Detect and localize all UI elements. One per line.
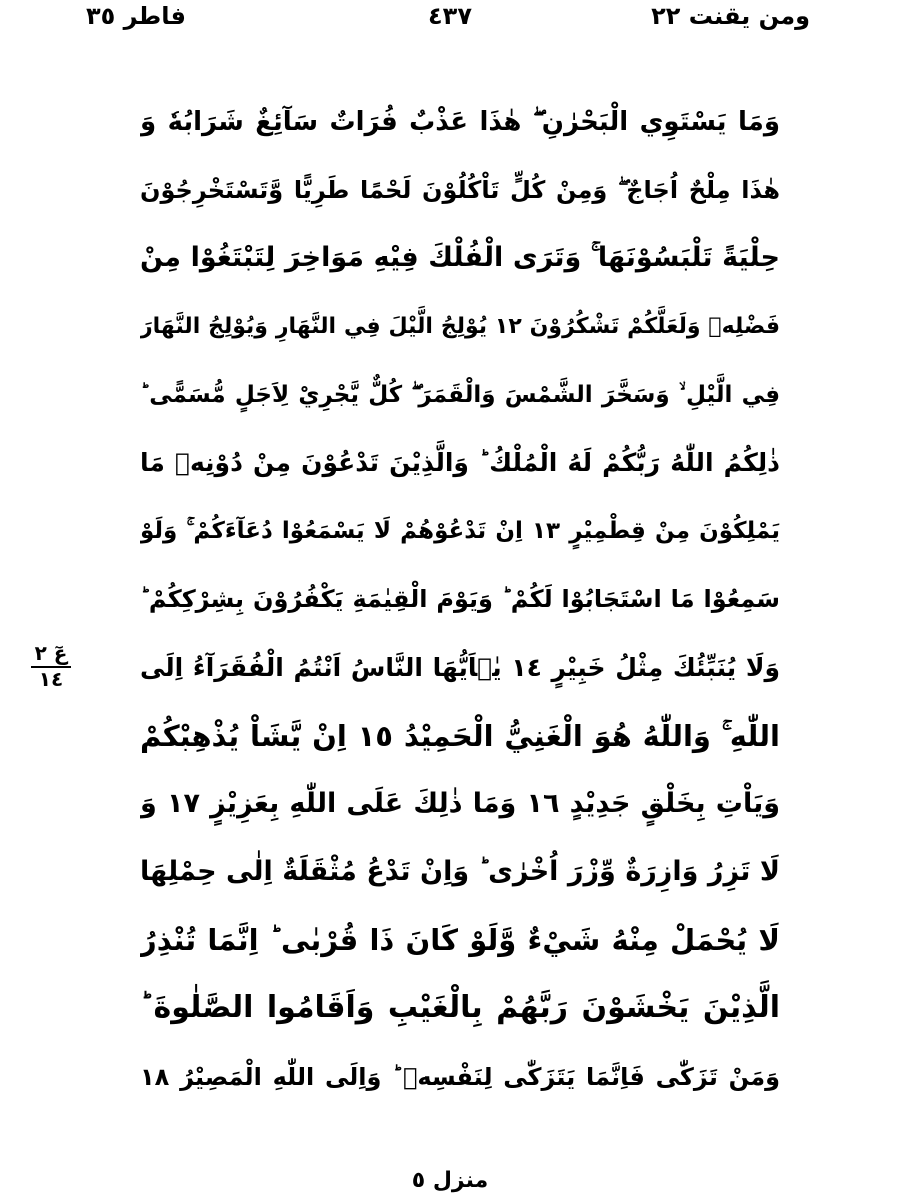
verse-line: لَا تَزِرُ وَازِرَةٌ وِّزْرَ اُخْرٰى ؕ وَاِنْ تَدْعُ مُثْقَلَةٌ اِلٰى حِمْلِهَا xyxy=(140,856,780,888)
juz-title: ومن يقنت ٢٢ xyxy=(651,2,810,30)
verse-line: حِلْيَةً تَلْبَسُوْنَهَا ۚ وَتَرَى الْفُلْكَ فِيْهِ مَوَاخِرَ لِتَبْتَغُوْا مِنْ xyxy=(140,242,780,274)
verse-line: يَمْلِكُوْنَ مِنْ قِطْمِيْرٍ ١٣ اِنْ تَدْعُوْهُمْ لَا يَسْمَعُوْا دُعَآءَكُمْ ۚ وَلَوْ xyxy=(140,518,780,545)
manzil-footer: منزل ٥ xyxy=(411,1168,489,1193)
ruku-marker-top: عٓ ٢ xyxy=(34,641,68,665)
page-header xyxy=(0,0,900,40)
surah-title: فاطر ٣٥ xyxy=(86,2,186,30)
verse-line: وَلَا يُنَبِّئُكَ مِثْلُ خَبِيْرٍ ١٤ يٰۤاَيُّهَا النَّاسُ اَنْتُمُ الْفُقَرَآءُ اِلَى xyxy=(140,652,780,682)
verse-line: اللّٰهِ ۚ وَاللّٰهُ هُوَ الْغَنِيُّ الْحَمِيْدُ ١٥ اِنْ يَّشَاْ يُذْهِبْكُمْ xyxy=(140,718,780,753)
verse-block xyxy=(140,88,780,1111)
page-number: ٤٣٧ xyxy=(428,2,472,30)
verse-line: هٰذَا مِلْحٌ اُجَاجٌ ۖ وَمِنْ كُلٍّ تَاْكُلُوْنَ لَحْمًا طَرِيًّا وَّتَسْتَخْرِجُوْنَ xyxy=(140,176,780,205)
verse-line: وَمَنْ تَزَكّٰى فَاِنَّمَا يَتَزَكّٰى لِنَفْسِهٖ ؕ وَاِلَى اللّٰهِ الْمَصِيْرُ ١٨ xyxy=(140,1062,780,1091)
verse-line: فِي الَّيْلِ ۙ وَسَخَّرَ الشَّمْسَ وَالْقَمَرَ ۖ كُلٌّ يَّجْرِيْ لِاَجَلٍ مُّسَمًّى ؕ xyxy=(140,381,780,408)
verse-line: سَمِعُوْا مَا اسْتَجَابُوْا لَكُمْ ؕ وَيَوْمَ الْقِيٰمَةِ يَكْفُرُوْنَ بِشِرْكِكُمْ ؕ xyxy=(140,585,780,614)
ruku-marker-bottom: ١٤ xyxy=(38,667,64,691)
verse-line: فَضْلِهٖ وَلَعَلَّكُمْ تَشْكُرُوْنَ ١٢ يُوْلِجُ الَّيْلَ فِي النَّهَارِ وَيُوْلِجُ النَّهَارَ xyxy=(140,313,780,339)
verse-line: الَّذِيْنَ يَخْشَوْنَ رَبَّهُمْ بِالْغَيْبِ وَاَقَامُوا الصَّلٰوةَ ؕ xyxy=(140,990,780,1026)
verse-line: لَا يُحْمَلْ مِنْهُ شَيْءٌ وَّلَوْ كَانَ ذَا قُرْبٰى ؕ اِنَّمَا تُنْذِرُ xyxy=(140,923,780,958)
verse-line: ذٰلِكُمُ اللّٰهُ رَبُّكُمْ لَهُ الْمُلْكُ ؕ وَالَّذِيْنَ تَدْعُوْنَ مِنْ دُوْنِهٖ مَا xyxy=(140,447,780,477)
ruku-marker xyxy=(26,642,76,712)
verse-line: وَمَا يَسْتَوِي الْبَحْرٰنِ ۖ هٰذَا عَذْبٌ فُرَاتٌ سَآئِغٌ شَرَابُهٗ وَ xyxy=(140,107,780,137)
verse-line: وَيَاْتِ بِخَلْقٍ جَدِيْدٍ ١٦ وَمَا ذٰلِكَ عَلَى اللّٰهِ بِعَزِيْزٍ ١٧ وَ xyxy=(140,787,780,819)
